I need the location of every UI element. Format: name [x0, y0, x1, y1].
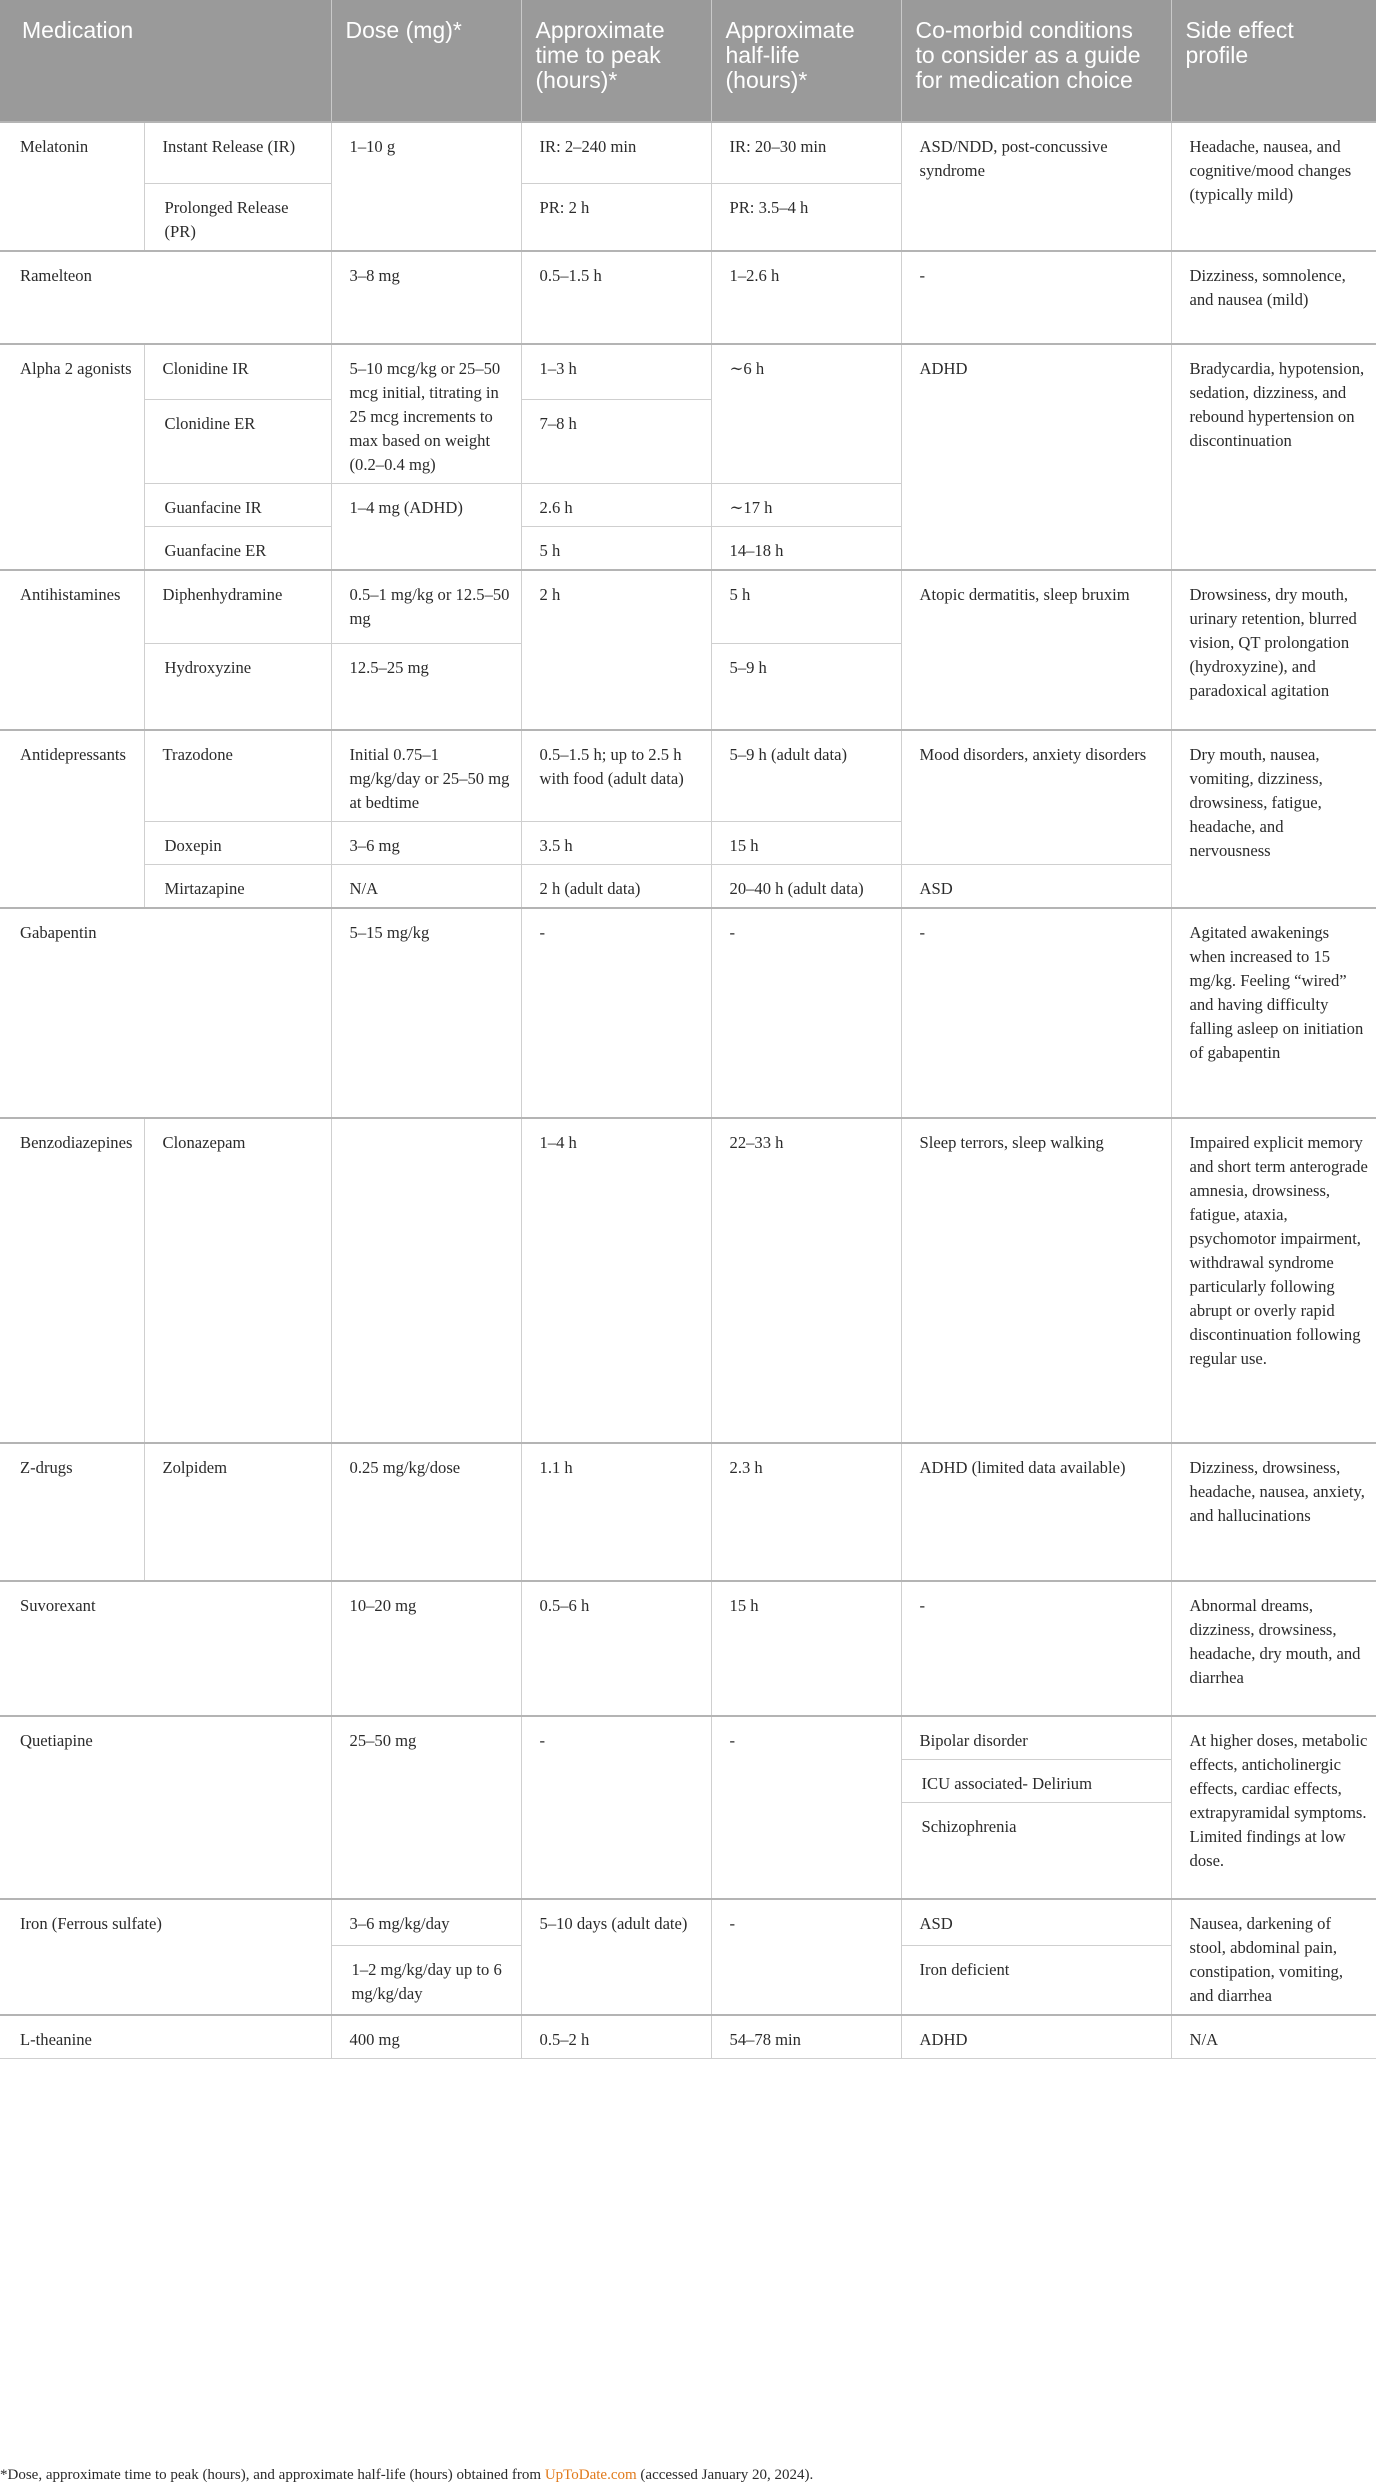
doxepin-half: 15 h	[711, 821, 901, 864]
guanfacine-ir-label: Guanfacine IR	[144, 483, 331, 526]
alpha2-comorbid: ADHD	[901, 344, 1171, 570]
uptodate-link[interactable]: UpToDate.com	[544, 2467, 637, 2483]
table-row	[0, 864, 1376, 908]
suvorexant-comorbid: -	[901, 1581, 1171, 1716]
clonidine-ir-peak: 1–3 h	[521, 344, 711, 400]
iron-name: Iron (Ferrous sulfate)	[0, 1899, 331, 2015]
table-row	[0, 570, 1376, 644]
guanfacine-er-half: 14–18 h	[711, 526, 901, 570]
melatonin-ir-half: IR: 20–30 min	[711, 122, 901, 183]
doxepin-dose: 3–6 mg	[331, 821, 521, 864]
table-row	[0, 2015, 1376, 2059]
ramelteon-half: 1–2.6 h	[711, 251, 901, 344]
benzodiazepines-side-effects: Impaired explicit memory and short term anterograde amnesia, drowsiness, fatigue, ataxia, psychomotor impairment, withdrawal syndrome particularly following abrupt or overly rapid discontinuation following regular use.	[1171, 1118, 1376, 1443]
iron-half: -	[711, 1899, 901, 2015]
table-row	[0, 1581, 1376, 1716]
zolpidem-comorbid: ADHD (limited data available)	[901, 1443, 1171, 1581]
antihistamines-side-effects: Drowsiness, dry mouth, urinary retention, blurred vision, QT prolongation (hydroxyzine), and paradoxical agitation	[1171, 570, 1376, 730]
suvorexant-half: 15 h	[711, 1581, 901, 1716]
table-row	[0, 344, 1376, 400]
iron-dose-2: 1–2 mg/kg/day up to 6 mg/kg/day	[331, 1945, 521, 2015]
guanfacine-er-peak: 5 h	[521, 526, 711, 570]
trazodone-half: 5–9 h (adult data)	[711, 730, 901, 822]
header-dose: Dose (mg)*	[331, 0, 521, 122]
iron-side-effects: Nausea, darkening of stool, abdominal pain, constipation, vomiting, and diarrhea	[1171, 1899, 1376, 2015]
header-comorbid: Co-morbid conditions to consider as a guide for medication choice	[901, 0, 1171, 122]
suvorexant-dose: 10–20 mg	[331, 1581, 521, 1716]
melatonin-comorbid: ASD/NDD, post-concussive syndrome	[901, 122, 1171, 251]
iron-comorbid-deficient: Iron deficient	[901, 1945, 1171, 2015]
suvorexant-name: Suvorexant	[0, 1581, 331, 1716]
antihistamines-comorbid: Atopic dermatitis, sleep bruxim	[901, 570, 1171, 730]
clonazepam-half: 22–33 h	[711, 1118, 901, 1443]
melatonin-name: Melatonin	[0, 122, 144, 251]
table-row	[0, 908, 1376, 1118]
antidepressants-comorbid: Mood disorders, anxiety disorders	[901, 730, 1171, 865]
quetiapine-dose: 25–50 mg	[331, 1716, 521, 1900]
melatonin-dose: 1–10 g	[331, 122, 521, 251]
doxepin-peak: 3.5 h	[521, 821, 711, 864]
gabapentin-half: -	[711, 908, 901, 1118]
clonidine-er-peak: 7–8 h	[521, 399, 711, 483]
ltheanine-peak: 0.5–2 h	[521, 2015, 711, 2059]
table-footnote	[0, 2467, 813, 2484]
diphenhydramine-half: 5 h	[711, 570, 901, 644]
antihistamines-peak: 2 h	[521, 570, 711, 730]
zolpidem-peak: 1.1 h	[521, 1443, 711, 1581]
gabapentin-name: Gabapentin	[0, 908, 331, 1118]
ltheanine-dose: 400 mg	[331, 2015, 521, 2059]
gabapentin-comorbid: -	[901, 908, 1171, 1118]
mirtazapine-dose: N/A	[331, 864, 521, 908]
clonidine-ir-label: Clonidine IR	[144, 344, 331, 400]
header-side-effects: Side effect profile	[1171, 0, 1376, 122]
footnote-text: *Dose, approximate time to peak (hours), and approximate half-life (hours) obtained from	[0, 2467, 545, 2483]
quetiapine-comorbid-delirium: ICU associated- Delirium	[901, 1759, 1171, 1802]
trazodone-dose: Initial 0.75–1 mg/kg/day or 25–50 mg at bedtime	[331, 730, 521, 822]
ltheanine-half: 54–78 min	[711, 2015, 901, 2059]
zolpidem-half: 2.3 h	[711, 1443, 901, 1581]
table-row	[0, 730, 1376, 822]
zolpidem-label: Zolpidem	[144, 1443, 331, 1581]
table-row	[0, 251, 1376, 344]
table-row	[0, 122, 1376, 183]
diphenhydramine-dose: 0.5–1 mg/kg or 12.5–50 mg	[331, 570, 521, 644]
table-row	[0, 1716, 1376, 1760]
clonazepam-dose	[331, 1118, 521, 1443]
melatonin-side-effects: Headache, nausea, and cognitive/mood changes (typically mild)	[1171, 122, 1376, 251]
ramelteon-name: Ramelteon	[0, 251, 331, 344]
ramelteon-peak: 0.5–1.5 h	[521, 251, 711, 344]
hydroxyzine-label: Hydroxyzine	[144, 644, 331, 730]
header-medication: Medication	[0, 0, 331, 122]
quetiapine-name: Quetiapine	[0, 1716, 331, 1900]
melatonin-ir-label: Instant Release (IR)	[144, 122, 331, 183]
zdrugs-side-effects: Dizziness, drowsiness, headache, nausea, anxiety, and hallucinations	[1171, 1443, 1376, 1581]
quetiapine-comorbid-schizophrenia: Schizophrenia	[901, 1802, 1171, 1899]
iron-comorbid-asd: ASD	[901, 1899, 1171, 1945]
hydroxyzine-dose: 12.5–25 mg	[331, 644, 521, 730]
melatonin-pr-peak: PR: 2 h	[521, 183, 711, 251]
table-row	[0, 1899, 1376, 1945]
header-half-life: Approximate half-life (hours)*	[711, 0, 901, 122]
alpha2-side-effects: Bradycardia, hypotension, sedation, dizziness, and rebound hypertension on discontinuation	[1171, 344, 1376, 570]
suvorexant-peak: 0.5–6 h	[521, 1581, 711, 1716]
guanfacine-dose: 1–4 mg (ADHD)	[331, 483, 521, 570]
header-time-to-peak: Approximate time to peak (hours)*	[521, 0, 711, 122]
quetiapine-side-effects: At higher doses, metabolic effects, anticholinergic effects, cardiac effects, extrapyramidal symptoms. Limited findings at low dose.	[1171, 1716, 1376, 1900]
clonazepam-peak: 1–4 h	[521, 1118, 711, 1443]
gabapentin-side-effects: Agitated awakenings when increased to 15 mg/kg. Feeling “wired” and having difficulty falling asleep on initiation of gabapentin	[1171, 908, 1376, 1118]
antidepressants-side-effects: Dry mouth, nausea, vomiting, dizziness, drowsiness, fatigue, headache, and nervousness	[1171, 730, 1376, 908]
quetiapine-half: -	[711, 1716, 901, 1900]
mirtazapine-peak: 2 h (adult data)	[521, 864, 711, 908]
melatonin-pr-half: PR: 3.5–4 h	[711, 183, 901, 251]
ltheanine-side-effects: N/A	[1171, 2015, 1376, 2059]
trazodone-peak: 0.5–1.5 h; up to 2.5 h with food (adult data)	[521, 730, 711, 822]
alpha2-name: Alpha 2 agonists	[0, 344, 144, 570]
diphenhydramine-label: Diphenhydramine	[144, 570, 331, 644]
iron-dose-1: 3–6 mg/kg/day	[331, 1899, 521, 1945]
ltheanine-comorbid: ADHD	[901, 2015, 1171, 2059]
mirtazapine-label: Mirtazapine	[144, 864, 331, 908]
suvorexant-side-effects: Abnormal dreams, dizziness, drowsiness, headache, dry mouth, and diarrhea	[1171, 1581, 1376, 1716]
mirtazapine-comorbid: ASD	[901, 864, 1171, 908]
ltheanine-name: L-theanine	[0, 2015, 331, 2059]
guanfacine-er-label: Guanfacine ER	[144, 526, 331, 570]
quetiapine-comorbid-bipolar: Bipolar disorder	[901, 1716, 1171, 1760]
clonazepam-label: Clonazepam	[144, 1118, 331, 1443]
clonidine-half: ∼6 h	[711, 344, 901, 484]
antihistamines-name: Antihistamines	[0, 570, 144, 730]
ramelteon-comorbid: -	[901, 251, 1171, 344]
gabapentin-dose: 5–15 mg/kg	[331, 908, 521, 1118]
clonazepam-comorbid: Sleep terrors, sleep walking	[901, 1118, 1171, 1443]
header-row	[0, 0, 1376, 122]
guanfacine-ir-half: ∼17 h	[711, 483, 901, 526]
iron-peak: 5–10 days (adult date)	[521, 1899, 711, 2015]
clonidine-dose: 5–10 mcg/kg or 25–50 mcg initial, titrating in 25 mcg increments to max based on weight (0.2–0.4 mg)	[331, 344, 521, 484]
footnote-access-date: (accessed January 20, 2024).	[636, 2467, 814, 2483]
table-row	[0, 1443, 1376, 1581]
doxepin-label: Doxepin	[144, 821, 331, 864]
zolpidem-dose: 0.25 mg/kg/dose	[331, 1443, 521, 1581]
ramelteon-dose: 3–8 mg	[331, 251, 521, 344]
hydroxyzine-half: 5–9 h	[711, 644, 901, 730]
melatonin-ir-peak: IR: 2–240 min	[521, 122, 711, 183]
guanfacine-ir-peak: 2.6 h	[521, 483, 711, 526]
gabapentin-peak: -	[521, 908, 711, 1118]
clonidine-er-label: Clonidine ER	[144, 399, 331, 483]
zdrugs-name: Z-drugs	[0, 1443, 144, 1581]
benzodiazepines-name: Benzodiazepines	[0, 1118, 144, 1443]
melatonin-pr-label: Prolonged Release (PR)	[144, 183, 331, 251]
quetiapine-peak: -	[521, 1716, 711, 1900]
antidepressants-name: Antidepressants	[0, 730, 144, 908]
ramelteon-side-effects: Dizziness, somnolence, and nausea (mild)	[1171, 251, 1376, 344]
trazodone-label: Trazodone	[144, 730, 331, 822]
table-row	[0, 1118, 1376, 1443]
mirtazapine-half: 20–40 h (adult data)	[711, 864, 901, 908]
